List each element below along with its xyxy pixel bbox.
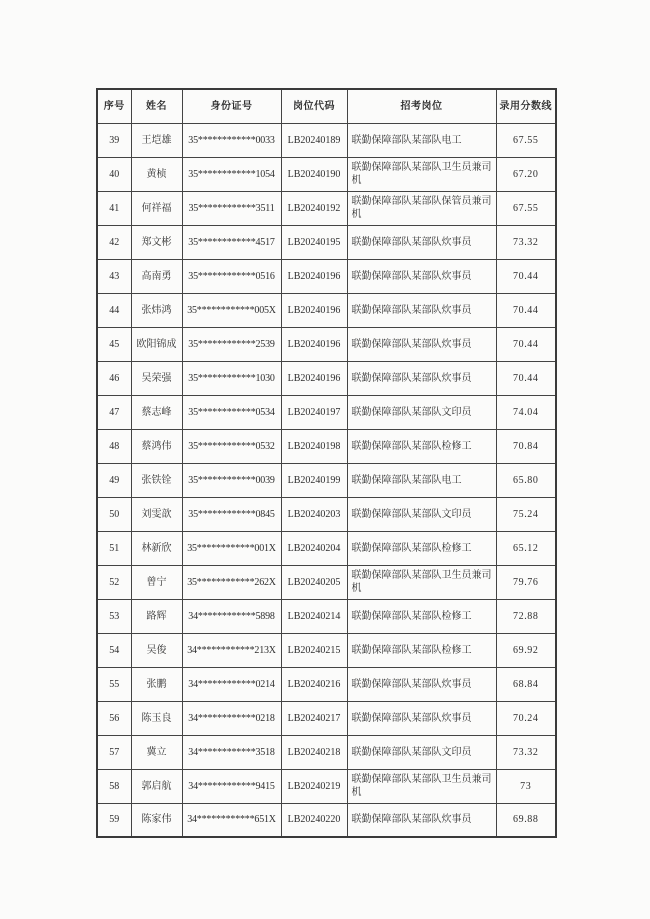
cell-score: 65.80 [496,463,556,497]
cell-serial: 39 [97,123,131,157]
cell-name: 曾宁 [131,565,182,599]
cell-position-code: LB20240199 [281,463,347,497]
cell-id-number: 34************9415 [182,769,281,803]
cell-position: 联勤保障部队某部队炊事员 [347,803,496,837]
cell-id-number: 34************651X [182,803,281,837]
column-header-name: 姓名 [131,89,182,123]
cell-position: 联勤保障部队某部队电工 [347,123,496,157]
column-header-id-number: 身份证号 [182,89,281,123]
cell-id-number: 35************1030 [182,361,281,395]
cell-score: 70.44 [496,361,556,395]
cell-id-number: 34************3518 [182,735,281,769]
table-row [97,259,556,293]
cell-id-number: 35************4517 [182,225,281,259]
cell-id-number: 35************2539 [182,327,281,361]
cell-name: 路辉 [131,599,182,633]
cell-position: 联勤保障部队某部队检修工 [347,531,496,565]
table-row [97,701,556,735]
cell-serial: 45 [97,327,131,361]
cell-score: 67.55 [496,123,556,157]
cell-position: 联勤保障部队某部队炊事员 [347,667,496,701]
table-row [97,667,556,701]
cell-serial: 49 [97,463,131,497]
cell-score: 69.92 [496,633,556,667]
cell-score: 70.44 [496,293,556,327]
cell-id-number: 35************005X [182,293,281,327]
cell-serial: 50 [97,497,131,531]
cell-score: 70.44 [496,327,556,361]
cell-score: 65.12 [496,531,556,565]
table-header [97,89,556,123]
cell-serial: 59 [97,803,131,837]
cell-score: 72.88 [496,599,556,633]
cell-id-number: 34************5898 [182,599,281,633]
cell-position-code: LB20240204 [281,531,347,565]
cell-score: 69.88 [496,803,556,837]
admission-score-table [96,88,557,838]
cell-position-code: LB20240195 [281,225,347,259]
cell-position: 联勤保障部队某部队文印员 [347,497,496,531]
cell-name: 郑文彬 [131,225,182,259]
cell-name: 陈家伟 [131,803,182,837]
cell-position-code: LB20240217 [281,701,347,735]
cell-score: 79.76 [496,565,556,599]
cell-id-number: 35************3511 [182,191,281,225]
cell-id-number: 34************0214 [182,667,281,701]
cell-id-number: 34************0218 [182,701,281,735]
cell-score: 70.24 [496,701,556,735]
cell-position-code: LB20240214 [281,599,347,633]
cell-serial: 40 [97,157,131,191]
cell-position: 联勤保障部队某部队卫生员兼司机 [347,157,496,191]
table-row [97,361,556,395]
table-row [97,225,556,259]
cell-position: 联勤保障部队某部队文印员 [347,735,496,769]
table-row [97,157,556,191]
cell-name: 黄桢 [131,157,182,191]
cell-name: 陈玉良 [131,701,182,735]
cell-name: 吴荣强 [131,361,182,395]
column-header-serial: 序号 [97,89,131,123]
table-row [97,123,556,157]
cell-serial: 43 [97,259,131,293]
cell-serial: 54 [97,633,131,667]
cell-position: 联勤保障部队某部队检修工 [347,429,496,463]
cell-position: 联勤保障部队某部队炊事员 [347,327,496,361]
cell-id-number: 35************262X [182,565,281,599]
cell-position-code: LB20240218 [281,735,347,769]
cell-name: 张炜鸿 [131,293,182,327]
cell-serial: 58 [97,769,131,803]
cell-serial: 56 [97,701,131,735]
cell-position-code: LB20240219 [281,769,347,803]
cell-id-number: 35************0033 [182,123,281,157]
cell-name: 蔡鸿伟 [131,429,182,463]
cell-position-code: LB20240196 [281,361,347,395]
cell-serial: 44 [97,293,131,327]
table-row [97,599,556,633]
cell-position-code: LB20240196 [281,327,347,361]
cell-id-number: 35************0532 [182,429,281,463]
cell-position-code: LB20240205 [281,565,347,599]
cell-id-number: 35************0845 [182,497,281,531]
column-header-position: 招考岗位 [347,89,496,123]
cell-position: 联勤保障部队某部队炊事员 [347,701,496,735]
cell-name: 何祥福 [131,191,182,225]
cell-id-number: 35************0534 [182,395,281,429]
cell-position-code: LB20240196 [281,259,347,293]
cell-position: 联勤保障部队某部队卫生员兼司机 [347,565,496,599]
cell-score: 74.04 [496,395,556,429]
cell-name: 王垲雄 [131,123,182,157]
table-row [97,497,556,531]
cell-name: 高南勇 [131,259,182,293]
table-row [97,293,556,327]
cell-serial: 51 [97,531,131,565]
cell-position: 联勤保障部队某部队卫生员兼司机 [347,769,496,803]
cell-serial: 55 [97,667,131,701]
cell-score: 70.84 [496,429,556,463]
cell-score: 73.32 [496,225,556,259]
cell-position: 联勤保障部队某部队炊事员 [347,259,496,293]
table-row [97,769,556,803]
table-row [97,429,556,463]
cell-serial: 46 [97,361,131,395]
cell-name: 张鹏 [131,667,182,701]
cell-position-code: LB20240197 [281,395,347,429]
cell-name: 林新欣 [131,531,182,565]
cell-score: 67.20 [496,157,556,191]
table-row [97,395,556,429]
table-row [97,633,556,667]
cell-score: 70.44 [496,259,556,293]
cell-position: 联勤保障部队某部队电工 [347,463,496,497]
cell-name: 蔡志峰 [131,395,182,429]
table-row [97,531,556,565]
cell-id-number: 35************1054 [182,157,281,191]
cell-position: 联勤保障部队某部队文印员 [347,395,496,429]
cell-serial: 57 [97,735,131,769]
cell-position: 联勤保障部队某部队炊事员 [347,361,496,395]
table-row [97,463,556,497]
cell-serial: 53 [97,599,131,633]
cell-position-code: LB20240189 [281,123,347,157]
cell-id-number: 35************0039 [182,463,281,497]
table-row [97,803,556,837]
table-row [97,327,556,361]
cell-position-code: LB20240192 [281,191,347,225]
cell-position-code: LB20240203 [281,497,347,531]
cell-name: 吴俊 [131,633,182,667]
cell-position: 联勤保障部队某部队炊事员 [347,293,496,327]
cell-id-number: 35************0516 [182,259,281,293]
table-row [97,735,556,769]
cell-position: 联勤保障部队某部队保管员兼司机 [347,191,496,225]
column-header-score-line: 录用分数线 [496,89,556,123]
cell-serial: 52 [97,565,131,599]
cell-position-code: LB20240220 [281,803,347,837]
cell-name: 刘雯歆 [131,497,182,531]
cell-serial: 42 [97,225,131,259]
cell-serial: 41 [97,191,131,225]
cell-position: 联勤保障部队某部队检修工 [347,599,496,633]
table-row [97,191,556,225]
cell-name: 冀立 [131,735,182,769]
cell-id-number: 35************001X [182,531,281,565]
cell-score: 67.55 [496,191,556,225]
cell-position-code: LB20240190 [281,157,347,191]
cell-id-number: 34************213X [182,633,281,667]
header-row [97,89,556,123]
table-row [97,565,556,599]
cell-position: 联勤保障部队某部队检修工 [347,633,496,667]
cell-score: 75.24 [496,497,556,531]
cell-score: 68.84 [496,667,556,701]
cell-serial: 48 [97,429,131,463]
cell-serial: 47 [97,395,131,429]
cell-position-code: LB20240215 [281,633,347,667]
cell-score: 73 [496,769,556,803]
table-body [97,123,556,837]
cell-name: 郭启航 [131,769,182,803]
cell-score: 73.32 [496,735,556,769]
cell-position: 联勤保障部队某部队炊事员 [347,225,496,259]
cell-position-code: LB20240216 [281,667,347,701]
cell-position-code: LB20240196 [281,293,347,327]
cell-name: 张铁铨 [131,463,182,497]
cell-name: 欧阳锦成 [131,327,182,361]
cell-position-code: LB20240198 [281,429,347,463]
column-header-position-code: 岗位代码 [281,89,347,123]
